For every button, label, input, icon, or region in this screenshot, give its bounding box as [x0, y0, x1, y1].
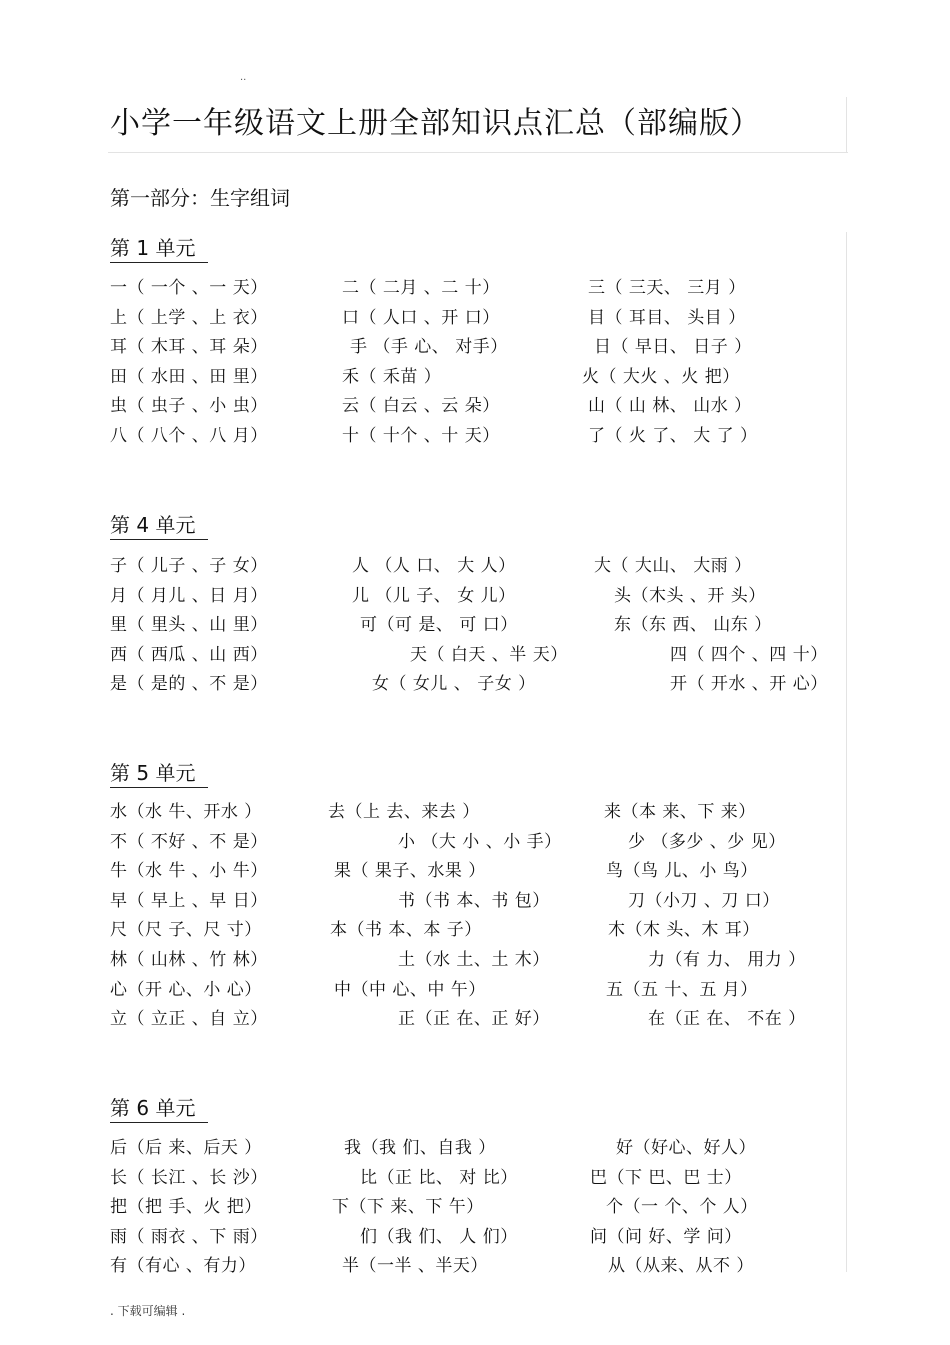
word-entry: 女（ 女儿 、 子女 ）	[372, 674, 536, 695]
word-entry: 我（我 们、自我 ）	[344, 1138, 496, 1158]
word-entry: 巴（下 巴、巴 士）	[590, 1167, 742, 1188]
word-entry: 雨（ 雨衣 、下 雨）	[110, 1226, 268, 1247]
word-entry: 比（正 比、 对 比）	[360, 1167, 518, 1188]
word-entry: 们（我 们、 人 们）	[360, 1226, 518, 1247]
word-entry: 大（ 大山、 大雨 ）	[594, 556, 752, 576]
word-entry: 半（一半 、半天）	[342, 1256, 488, 1277]
word-entry: 云（ 白云 、云 朵）	[342, 396, 500, 417]
word-entry: 月（ 月儿 、日 月）	[110, 585, 268, 606]
word-entry: 头（木头 、开 头）	[614, 585, 766, 606]
word-entry: 刀（小刀 、刀 口）	[628, 890, 780, 911]
page-title: 小学一年级语文上册全部知识点汇总（部编版）	[110, 106, 761, 141]
word-entry: 子（ 儿子 、子 女）	[110, 556, 268, 576]
word-entry: 东（东 西、 山东 ）	[614, 615, 772, 636]
unit-heading: 第 1 单元	[110, 232, 208, 263]
word-entry: 里（ 里头 、山 里）	[110, 615, 268, 636]
part-heading: 第一部分：生字组词	[110, 186, 290, 210]
unit-heading: 第 6 单元	[110, 1092, 208, 1123]
word-entry: 二（ 二月 、二 十）	[342, 278, 500, 298]
word-entry: 天（ 白天 、半 天）	[410, 644, 568, 665]
page-footer: . 下载可编辑 .	[110, 1304, 186, 1318]
unit-heading: 第 4 单元	[110, 509, 208, 540]
word-entry: 上（ 上学 、上 衣）	[110, 307, 268, 328]
word-entry: 后（后 来、后天 ）	[110, 1138, 262, 1158]
word-entry: 林（ 山林 、竹 林）	[110, 950, 268, 970]
word-entry: 人 （人 口、 大 人）	[352, 556, 516, 576]
word-entry: 儿 （儿 子、 女 儿）	[352, 585, 516, 606]
word-entry: 是（ 是的 、不 是）	[110, 674, 268, 695]
title-edge-line	[846, 97, 847, 153]
title-divider	[108, 152, 848, 153]
word-entry: 土（水 土、土 木）	[398, 950, 550, 970]
word-entry: 八（ 八个 、八 月）	[110, 426, 268, 446]
word-entry: 西（ 西瓜 、山 西）	[110, 644, 268, 665]
word-entry: 好（好心、好人）	[616, 1138, 756, 1158]
word-entry: 本（书 本、本 子）	[330, 920, 482, 941]
word-entry: 虫（ 虫子 、小 虫）	[110, 396, 268, 417]
word-entry: 小 （大 小 、小 手）	[398, 831, 562, 852]
word-entry: 早（ 早上 、早 日）	[110, 890, 268, 911]
word-entry: 书（书 本、书 包）	[398, 890, 550, 911]
word-entry: 开（ 开水 、开 心）	[670, 674, 828, 695]
word-entry: 从（从来、从不 ）	[608, 1256, 754, 1277]
word-entry: 有（有心 、有力）	[110, 1256, 256, 1277]
unit-heading: 第 5 单元	[110, 757, 208, 788]
word-entry: 口（ 人口 、开 口）	[342, 307, 500, 328]
word-entry: 木（木 头、木 耳）	[608, 920, 760, 941]
word-entry: 不（ 不好 、不 是）	[110, 831, 268, 852]
word-entry: 把（把 手、火 把）	[110, 1197, 262, 1218]
header-dots: ..	[240, 72, 247, 83]
word-entry: 力（有 力、 用力 ）	[648, 950, 806, 970]
word-entry: 火（ 大火 、火 把）	[582, 366, 740, 387]
word-entry: 立（ 立正 、自 立）	[110, 1009, 268, 1030]
word-entry: 少 （多少 、少 见）	[628, 831, 786, 852]
word-entry: 五（五 十、五 月）	[606, 979, 758, 1000]
word-entry: 来（本 来、下 来）	[604, 802, 756, 822]
word-entry: 心（开 心、小 心）	[110, 979, 262, 1000]
word-entry: 鸟（鸟 儿、小 鸟）	[606, 861, 758, 882]
word-entry: 耳（ 木耳 、耳 朵）	[110, 337, 268, 358]
word-entry: 问（问 好、学 问）	[590, 1226, 742, 1247]
word-entry: 三（ 三天、 三月 ）	[588, 278, 746, 298]
word-entry: 尺（尺 子、尺 寸）	[110, 920, 262, 941]
word-entry: 在（正 在、 不在 ）	[648, 1009, 806, 1030]
word-entry: 了（ 火 了、 大 了 ）	[588, 426, 758, 446]
word-entry: 日（ 早日、 日子 ）	[594, 337, 752, 358]
word-entry: 山（ 山 林、 山水 ）	[588, 396, 752, 417]
word-entry: 手 （手 心、 对手）	[350, 337, 508, 358]
word-entry: 长（ 长江 、长 沙）	[110, 1167, 268, 1188]
word-entry: 牛（水 牛 、小 牛）	[110, 861, 268, 882]
word-entry: 正（正 在、正 好）	[398, 1009, 550, 1030]
word-entry: 目（ 耳目、 头目 ）	[588, 307, 746, 328]
word-entry: 田（ 水田 、田 里）	[110, 366, 268, 387]
word-entry: 一（ 一个 、一 天）	[110, 278, 268, 298]
word-entry: 中（中 心、中 午）	[334, 979, 486, 1000]
word-entry: 禾（ 禾苗 ）	[342, 366, 442, 387]
word-entry: 水（水 牛、开水 ）	[110, 802, 262, 822]
word-entry: 四（ 四个 、四 十）	[670, 644, 828, 665]
word-entry: 下（下 来、下 午）	[332, 1197, 484, 1218]
word-entry: 果（ 果子、水果 ）	[334, 861, 486, 882]
word-entry: 个（一 个、个 人）	[606, 1197, 758, 1218]
page-edge-line	[846, 232, 847, 1272]
word-entry: 十（ 十个 、十 天）	[342, 426, 500, 446]
word-entry: 可（可 是、 可 口）	[360, 615, 518, 636]
word-entry: 去（上 去、来去 ）	[328, 802, 480, 822]
